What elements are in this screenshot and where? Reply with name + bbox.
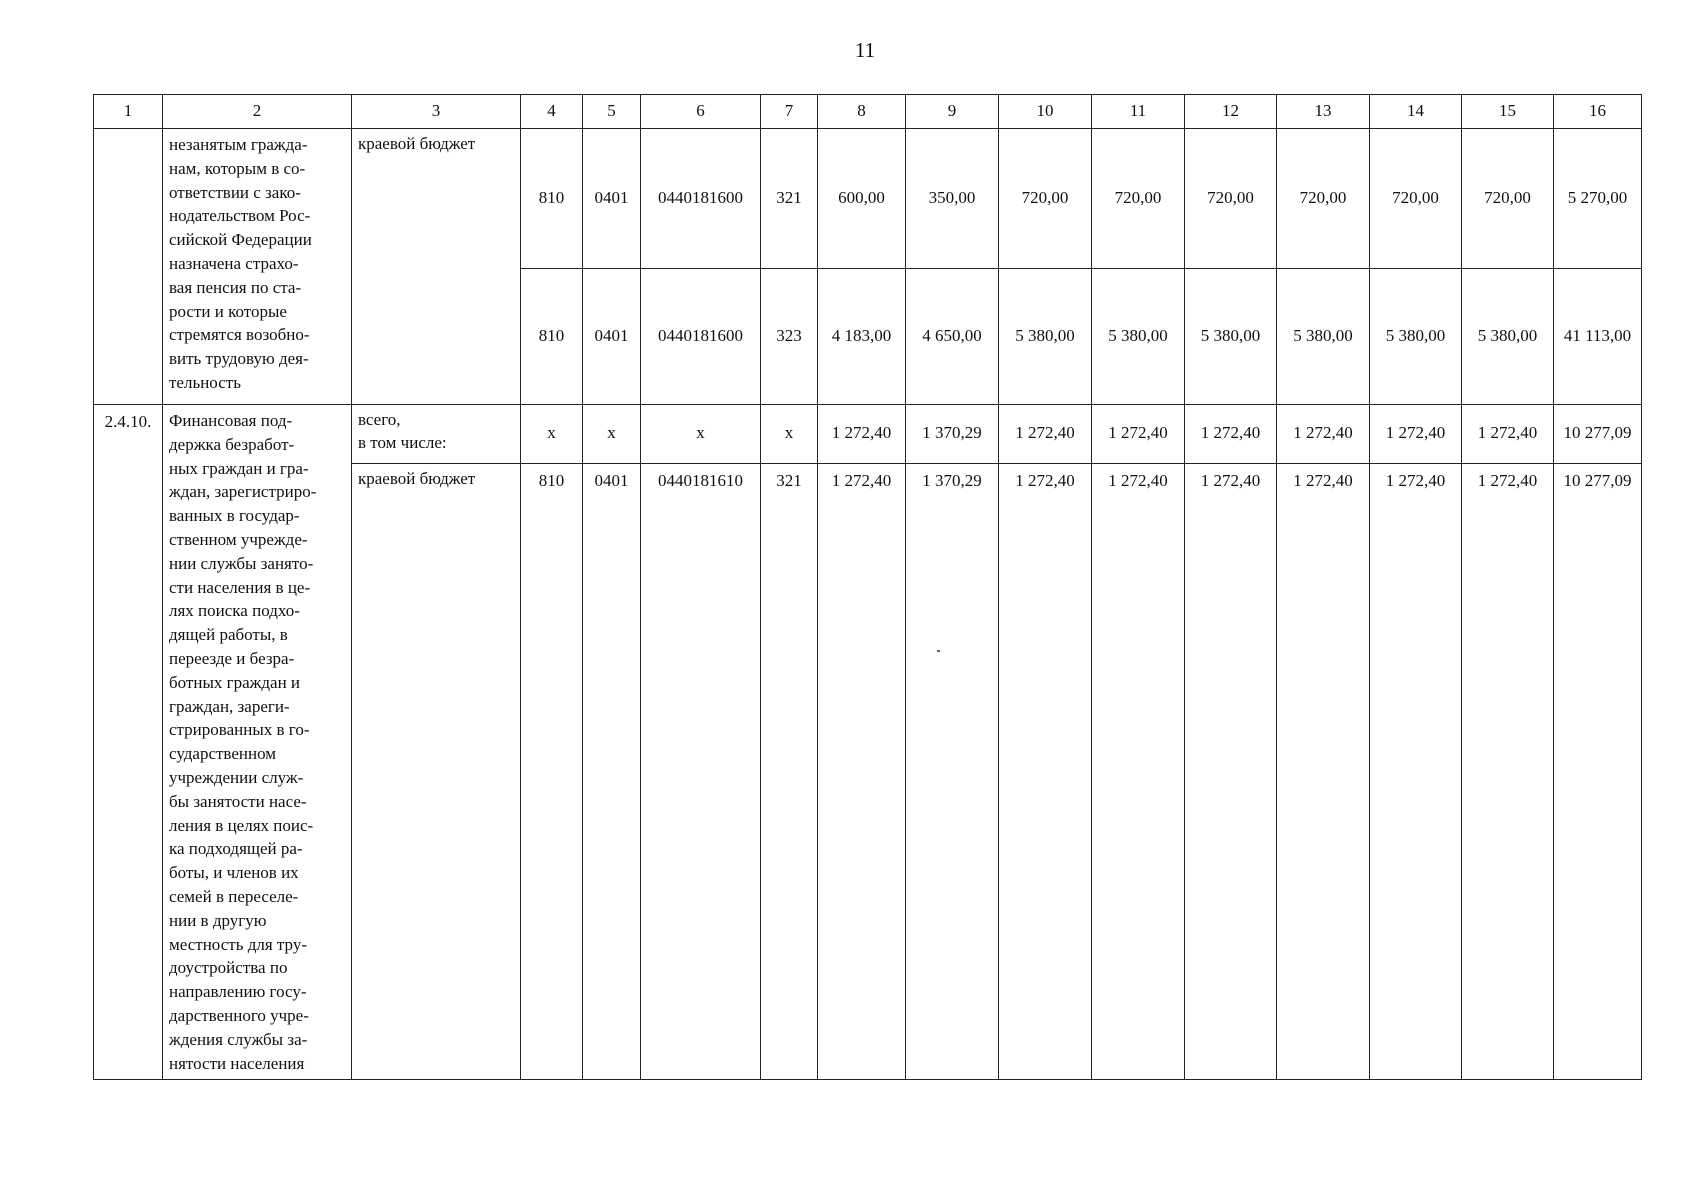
table-cell: 4 183,00 (818, 269, 906, 405)
table-cell: 1 272,40 (1462, 405, 1554, 464)
table-cell: 41 113,00 (1554, 269, 1642, 405)
table-cell: 720,00 (1462, 129, 1554, 269)
header-cell: 10 (999, 95, 1092, 129)
table-cell: 0401 (583, 463, 641, 1080)
table-cell: 10 277,09 (1554, 463, 1642, 1080)
table-cell: 1 272,40 (1185, 405, 1277, 464)
table-cell: 1 272,40 (999, 405, 1092, 464)
funding-source: краевой бюджет (352, 463, 521, 1080)
table-row (94, 129, 1642, 269)
table-cell: 810 (521, 463, 583, 1080)
table-cell: 5 380,00 (1462, 269, 1554, 405)
table-cell: 0401 (583, 269, 641, 405)
header-row (94, 95, 1642, 129)
table-cell: 4 650,00 (906, 269, 999, 405)
table-cell: 5 270,00 (1554, 129, 1642, 269)
header-cell: 5 (583, 95, 641, 129)
header-cell: 9 (906, 95, 999, 129)
table-cell: 600,00 (818, 129, 906, 269)
table-cell: 321 (761, 129, 818, 269)
table-cell: 321 (761, 463, 818, 1080)
table-cell: 1 272,40 (1370, 405, 1462, 464)
table-cell: 1 272,40 (999, 463, 1092, 1080)
table-cell: 1 272,40 (1277, 463, 1370, 1080)
header-cell: 14 (1370, 95, 1462, 129)
header-cell: 4 (521, 95, 583, 129)
table-cell: 1 272,40 (818, 405, 906, 464)
table-cell: 5 380,00 (1185, 269, 1277, 405)
table-cell: 0440181610 (641, 463, 761, 1080)
table-cell: 0440181600 (641, 129, 761, 269)
table-row (94, 405, 1642, 464)
header-cell: 1 (94, 95, 163, 129)
table-cell: 0401 (583, 129, 641, 269)
table-cell: 5 380,00 (1277, 269, 1370, 405)
page-number: 11 (854, 38, 876, 62)
header-cell: 2 (163, 95, 352, 129)
table-cell: 1 272,40 (1370, 463, 1462, 1080)
table-cell: 323 (761, 269, 818, 405)
header-cell: 8 (818, 95, 906, 129)
header-cell: 13 (1277, 95, 1370, 129)
table-cell: 1 272,40 (1092, 463, 1185, 1080)
scan-speck (937, 650, 940, 652)
table-cell: 720,00 (1277, 129, 1370, 269)
table-cell: 10 277,09 (1554, 405, 1642, 464)
item-number-cell (94, 129, 163, 405)
table-cell: 1 272,40 (1092, 405, 1185, 464)
header-cell: 11 (1092, 95, 1185, 129)
table-cell: 5 380,00 (1370, 269, 1462, 405)
header-cell: 7 (761, 95, 818, 129)
funding-source: краевой бюджет (352, 129, 521, 405)
table-cell: х (761, 405, 818, 464)
budget-table (93, 94, 1642, 1080)
table-cell: 1 272,40 (818, 463, 906, 1080)
header-cell: 3 (352, 95, 521, 129)
table-cell: 1 370,29 (906, 405, 999, 464)
table-cell: 1 272,40 (1462, 463, 1554, 1080)
table-cell: 810 (521, 129, 583, 269)
table-cell: 1 272,40 (1277, 405, 1370, 464)
table-cell: х (521, 405, 583, 464)
header-cell: 12 (1185, 95, 1277, 129)
item-description: незанятым гражда- нам, которым в со- ответствии с зако- нодательством Рос- сийской Федерации назначена страхо- вая пенсия по ста- рости и которые стремятся возобно- вить трудовую дея- тельность (163, 129, 352, 405)
table-cell: 5 380,00 (1092, 269, 1185, 405)
table-cell: 1 272,40 (1185, 463, 1277, 1080)
table-cell: 0440181600 (641, 269, 761, 405)
item-description: Финансовая под- держка безработ- ных граждан и гра- ждан, зарегистриро- ванных в государ- ственном учрежде- нии службы занято- сти населения в це- лях поиска подхо- дящей работы, в переезде и безра- ботных граждан и граждан, зареги- стрированных в го- сударственном учреждении служ- бы занятости насе- ления в целях поис- ка подходящей ра- боты, и членов их семей в переселе- нии в другую местность для тру- доустройства по направлению госу- дарственного учре- ждения службы за- нятости населения (163, 405, 352, 1080)
table-cell: 720,00 (1092, 129, 1185, 269)
header-cell: 6 (641, 95, 761, 129)
table-cell: 1 370,29 (906, 463, 999, 1080)
table-cell: 720,00 (1185, 129, 1277, 269)
item-number: 2.4.10. (94, 405, 163, 1080)
table-cell: х (641, 405, 761, 464)
header-cell: 15 (1462, 95, 1554, 129)
total-label: всего, в том числе: (352, 405, 521, 464)
table-cell: 5 380,00 (999, 269, 1092, 405)
table-cell: 810 (521, 269, 583, 405)
table-cell: х (583, 405, 641, 464)
table-cell: 720,00 (999, 129, 1092, 269)
header-cell: 16 (1554, 95, 1642, 129)
table-cell: 720,00 (1370, 129, 1462, 269)
table-cell: 350,00 (906, 129, 999, 269)
